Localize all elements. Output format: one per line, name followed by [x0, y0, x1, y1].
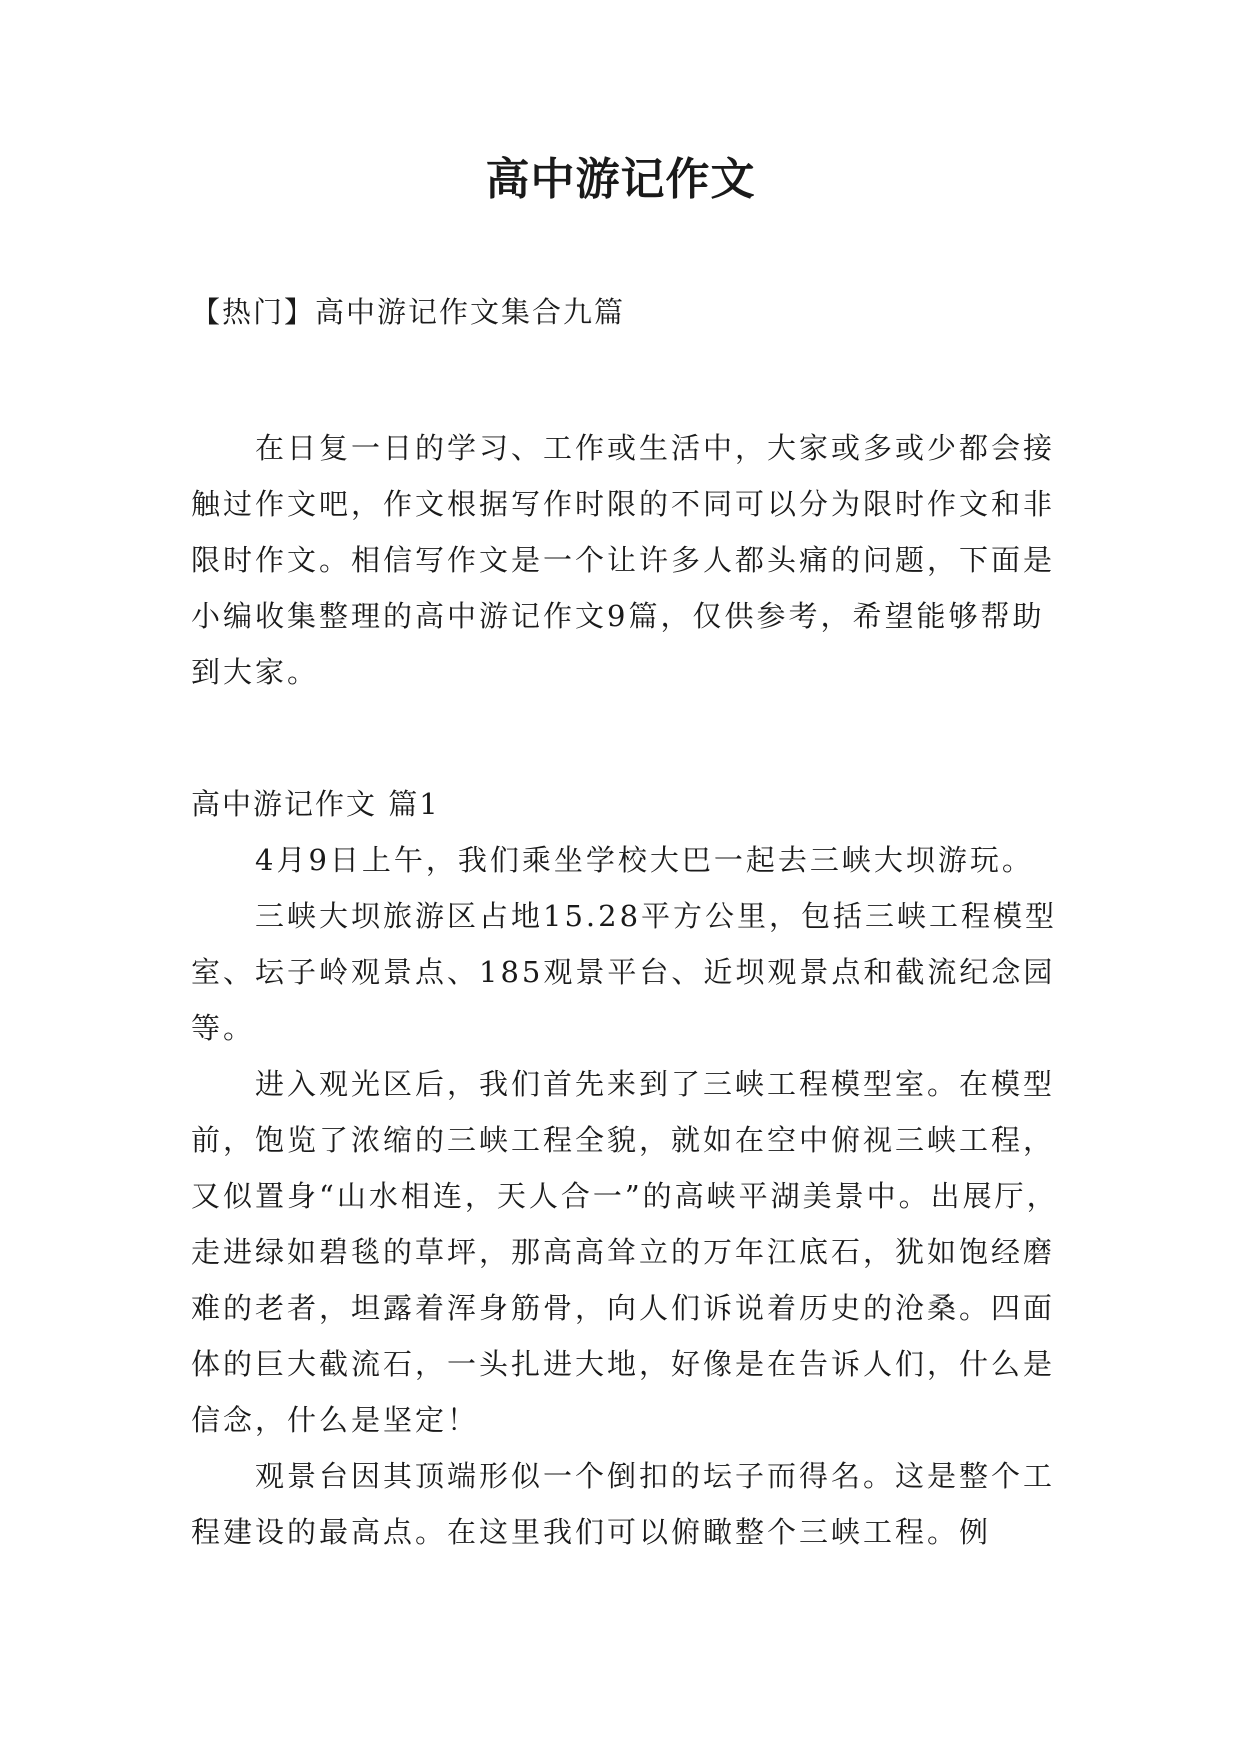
section-heading: 高中游记作文 篇1: [191, 787, 440, 821]
document-title: 高中游记作文: [485, 154, 756, 205]
document-body: [191, 284, 1061, 1560]
body-paragraph: 进入观光区后，我们首先来到了三峡工程模型室。在模型前，饱览了浓缩的三峡工程全貌，就如在空中俯视三峡工程，又似置身“山水相连，天人合一”的高峡平湖美景中。出展厅，走进绿如碧毯的草坪，那高高耸立的万年江底石，犹如饱经磨难的老者，坦露着浑身筋骨，向人们诉说着历史的沧桑。四面体的巨大截流石，一头扎进大地，好像是在告诉人们，什么是信念，什么是坚定！: [191, 1067, 1059, 1437]
body-paragraph: 4月9日上午，我们乘坐学校大巴一起去三峡大坝游玩。: [255, 843, 1034, 877]
spacer: [191, 700, 1061, 776]
intro-paragraph: 在日复一日的学习、工作或生活中，大家或多或少都会接触过作文吧，作文根据写作时限的不同可以分为限时作文和非限时作文。相信写作文是一个让许多人都头痛的问题，下面是小编收集整理的高中游记作文9篇，仅供参考，希望能够帮助到大家。: [191, 431, 1056, 689]
body-paragraph: 观景台因其顶端形似一个倒扣的坛子而得名。这是整个工程建设的最高点。在这里我们可以俯瞰整个三峡工程。例: [191, 1459, 1056, 1549]
body-paragraph: 三峡大坝旅游区占地15.28平方公里，包括三峡工程模型室、坛子岭观景点、185观景平台、近坝观景点和截流纪念园等。: [191, 899, 1058, 1045]
spacer: [191, 340, 1061, 420]
document-subtitle: 【热门】高中游记作文集合九篇: [191, 295, 626, 329]
